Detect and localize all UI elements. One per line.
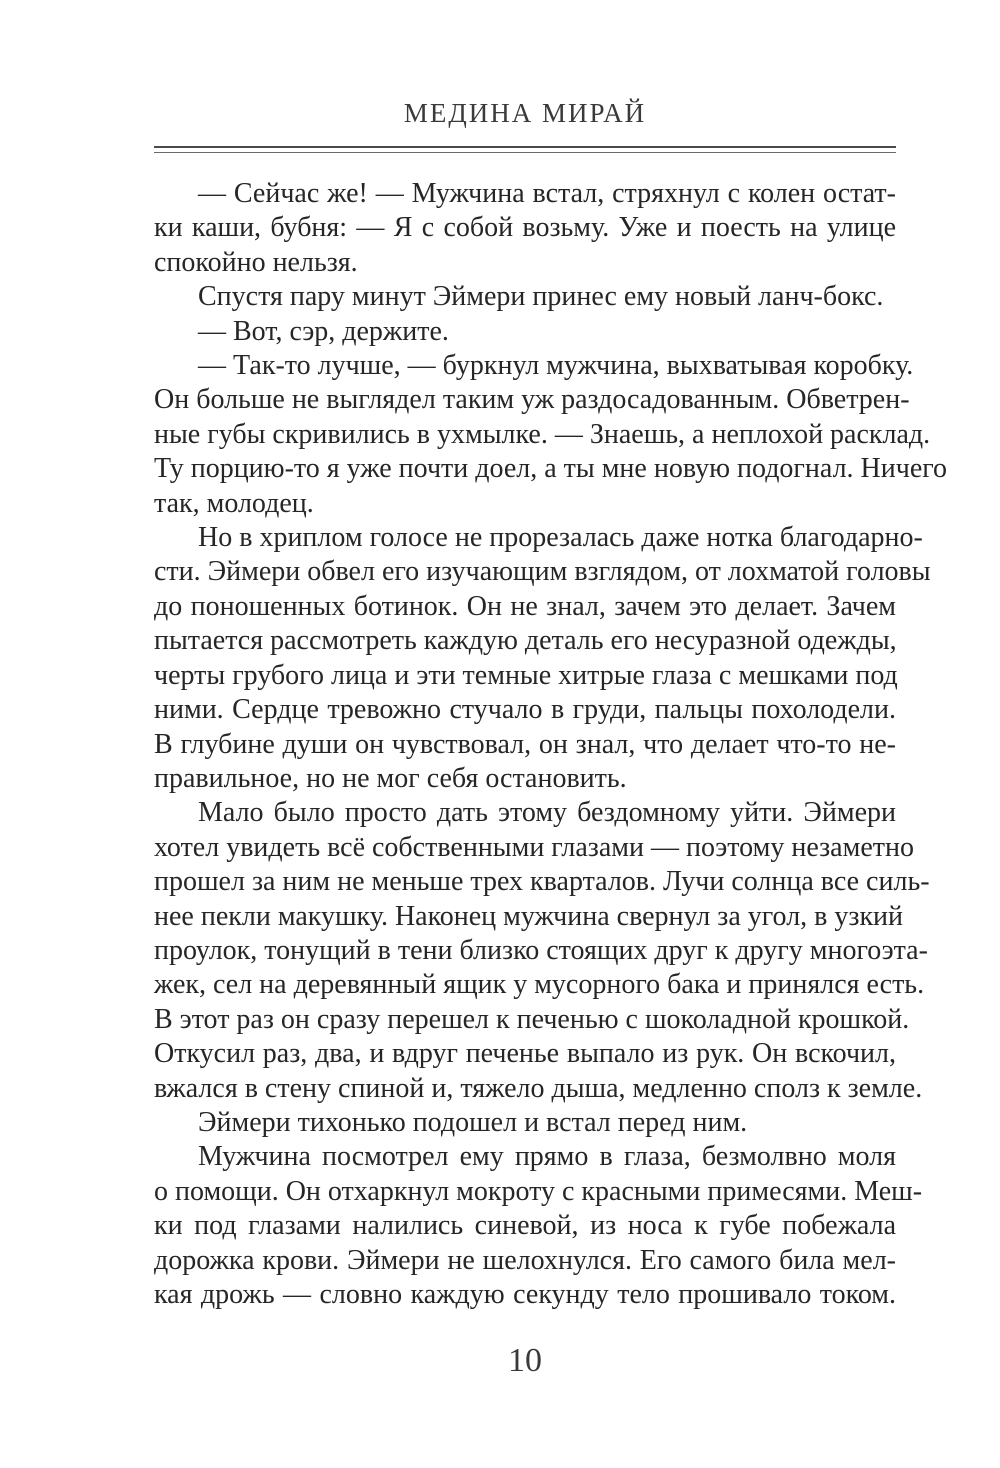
header-rule-thick [154,146,896,148]
text-line: так, молодец. [154,487,314,519]
paragraph [154,280,896,314]
text-line: — Так-то лучше, — буркнул мужчина, выхватывая коробку. [198,350,914,382]
text-line: ки под глазами налились синевой, из носа к губе побежала [154,1210,896,1242]
text-line: Мало было просто дать этому бездомному уйти. Эймери [198,797,896,829]
text-line: ные губы скривились в ухмылке. — Знаешь, а неплохой расклад. [154,418,931,450]
paragraph [154,349,948,521]
text-line: — Сейчас же! — Мужчина встал, стряхнул с колен остат- [198,178,896,209]
text-line: дорожка крови. Эймери не шелохнулся. Его самого била мел- [154,1244,896,1276]
paragraph [154,315,896,349]
text-line: до поношенных ботинок. Он не знал, зачем это делает. Зачем [154,590,896,622]
text-line: ними. Сердце тревожно стучало в груди, пальцы похолодели. [154,694,896,726]
text-line: спокойно нельзя. [154,246,358,278]
text-line: хотел увидеть всё собственными глазами — поэтому незаметно [154,831,914,863]
page-number: 10 [508,1342,542,1379]
text-line: Откусил раз, два, и вдруг печенье выпало из рук. Он вскочил, [154,1038,896,1070]
paragraph [154,1106,896,1140]
text-line: Но в хриплом голосе не прорезалась даже нотка благодарно- [198,522,923,554]
text-line: о помощи. Он отхаркнул мокроту с красными примесями. Меш- [154,1175,923,1207]
paragraph [154,177,896,280]
text-line: Мужчина посмотрел ему прямо в глаза, безмолвно моля [198,1141,896,1173]
text-line: пытается рассмотреть каждую деталь его несуразной одежды, [154,625,897,657]
text-line: сти. Эймери обвел его изучающим взглядом, от лохматой головы [154,556,931,588]
body-text [154,177,948,1312]
paragraph [154,1140,923,1312]
paragraph [154,796,930,1106]
text-line: черты грубого лица и эти темные хитрые глаза с мешками под [154,659,898,691]
text-line: В глубине души он чувствовал, он знал, что делает что-то не- [154,728,896,760]
text-line: вжался в стену спиной и, тяжело дыша, медленно сполз к земле. [154,1072,923,1104]
text-line: В этот раз он сразу перешел к печенью с шоколадной крошкой. [154,1003,910,1035]
text-line: Спустя пару минут Эймери принес ему новый ланч-бокс. [198,281,884,313]
text-line: правильное, но не мог себя остановить. [154,762,627,794]
text-line: жек, сел на деревянный ящик у мусорного бака и принялся есть. [154,969,925,1001]
text-line: Он больше не выглядел таким уж раздосадованным. Обветрен- [154,384,910,416]
text-line: проулок, тонущий в тени близко стоящих друг к другу многоэта- [154,934,928,966]
text-line: кая дрожь — словно каждую секунду тело прошивало током. [154,1279,896,1310]
paragraph [154,521,931,796]
header-rule-thin [154,152,896,153]
text-line: — Вот, сэр, держите. [198,315,449,347]
text-line: нее пекли макушку. Наконец мужчина свернул за угол, в узкий [154,900,904,932]
text-line: ки каши, бубня: — Я с собой возьму. Уже и поесть на улице [154,212,896,244]
text-line: Эймери тихонько подошел и встал перед ним. [198,1106,748,1138]
text-line: Ту порцию-то я уже почти доел, а ты мне новую подогнал. Ничего [154,453,948,485]
text-line: прошел за ним не меньше трех кварталов. Лучи солнца все силь- [154,866,930,898]
running-head-author: МЕДИНА МИРАЙ [403,98,647,128]
